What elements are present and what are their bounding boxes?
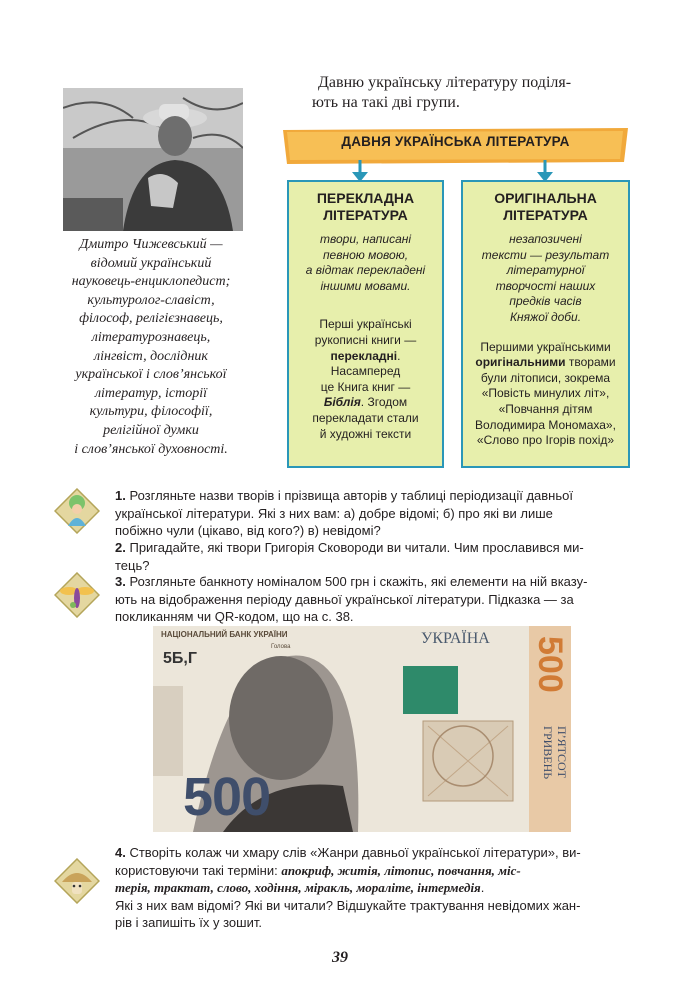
caption-line: літератур, історії [94,385,208,401]
box-title: ОРИГІНАЛЬНА ЛІТЕРАТУРА [494,190,597,223]
country-name: УКРАЇНА [421,630,490,647]
dragonfly-icon [54,572,100,618]
caption-line: відомий український [90,255,212,271]
mushroom-icon [54,858,100,904]
denomination-value: 500 [183,767,271,827]
caption-line: лінгвіст, дослідник [94,348,208,364]
bank-name: НАЦІОНАЛЬНИЙ БАНК УКРАЇНИ [161,630,288,639]
vertical-value: 500 [531,636,569,693]
caption-line: культуролог-славіст, [87,292,215,308]
intro-line: Давню українську літературу поділя- [318,74,572,91]
box-title: ПЕРЕКЛАДНА ЛІТЕРАТУРА [316,190,415,223]
caption-line: української і слов’янської [75,367,227,383]
translated-literature-box [287,180,444,468]
page-number: 39 [332,949,348,966]
box-definition: незапозичені тексти — результат літературної творчості наших предків часів Княжої доби. [481,232,610,324]
box-definition: твори, написані певною мовою, а відтак перекладені іншими мовами. [305,232,426,293]
signature-label: Голова [271,644,291,650]
task-1: 1. Розгляньте назви творів і прізвища авторів у таблиці періодизації давньої української літератури. Які з них вам: а) добре відомі; б) про які ви лише побіжно чули (цікаво, від кого?) в) невідомі? [115,488,573,539]
caption-line: науковець-енциклопедист; [71,274,231,290]
box-description: Першими українськими оригінальними творами були літописи, зокрема «Повість минулих літ», «Повчання дітям Володимира Мономаха», «Слово про Ігорів похід» [475,339,616,448]
banknote-500 [153,626,571,832]
box-description: Перші українські рукописні книги — перекладні. Насамперед це Книга книг — Біблія. Згодом перекладати стали й художні тексти [312,317,419,441]
caption-line: літературознавець, [91,329,211,345]
caption-line: філософ, релігієзнавець, [79,311,223,327]
portrait-photo [63,88,243,231]
portrait-photo-icon [63,88,243,231]
task-2: 2. Пригадайте, які твори Григорія Сковороди ви читали. Чим прославився ми- тець? [115,540,584,573]
original-literature-box [461,180,630,468]
fairy-icon [54,488,100,534]
caption-line: культури, філософії, [89,404,213,420]
task-3: 3. Розгляньте банкноту номіналом 500 грн і скажіть, які елементи на ній вказу- ють на відображення періоду давньої української літератури. Підказка — за покликанням чи QR-кодом, що на с. 38. [115,574,588,625]
caption-line: і слов’янської духовності. [74,441,228,457]
intro-line: ють на такі дві групи. [312,94,460,111]
banner-title: ДАВНЯ УКРАЇНСЬКА ЛІТЕРАТУРА [341,134,570,149]
caption-line: релігійної думки [103,422,199,438]
caption-line: Дмитро Чижевський — [79,237,223,252]
task-4: 4. Створіть колаж чи хмару слів «Жанри давньої української літератури», ви- користовуючи такі терміни: апокриф, житія, літопис, повчання, міс- терія, трактат, слово, ходіння, міракль, мораліте, інтермедія. Які з них вам відомі? Які ви читали? Відшукайте трактування невідомих жан- рів і запишіть їх у зошит. [115,845,581,931]
intro-text [312,73,624,113]
serial-number: 5Б,Г [163,650,197,667]
portrait-caption [40,236,262,459]
value-in-words: П’ЯТСОТ ГРИВЕНЬ [541,726,569,780]
